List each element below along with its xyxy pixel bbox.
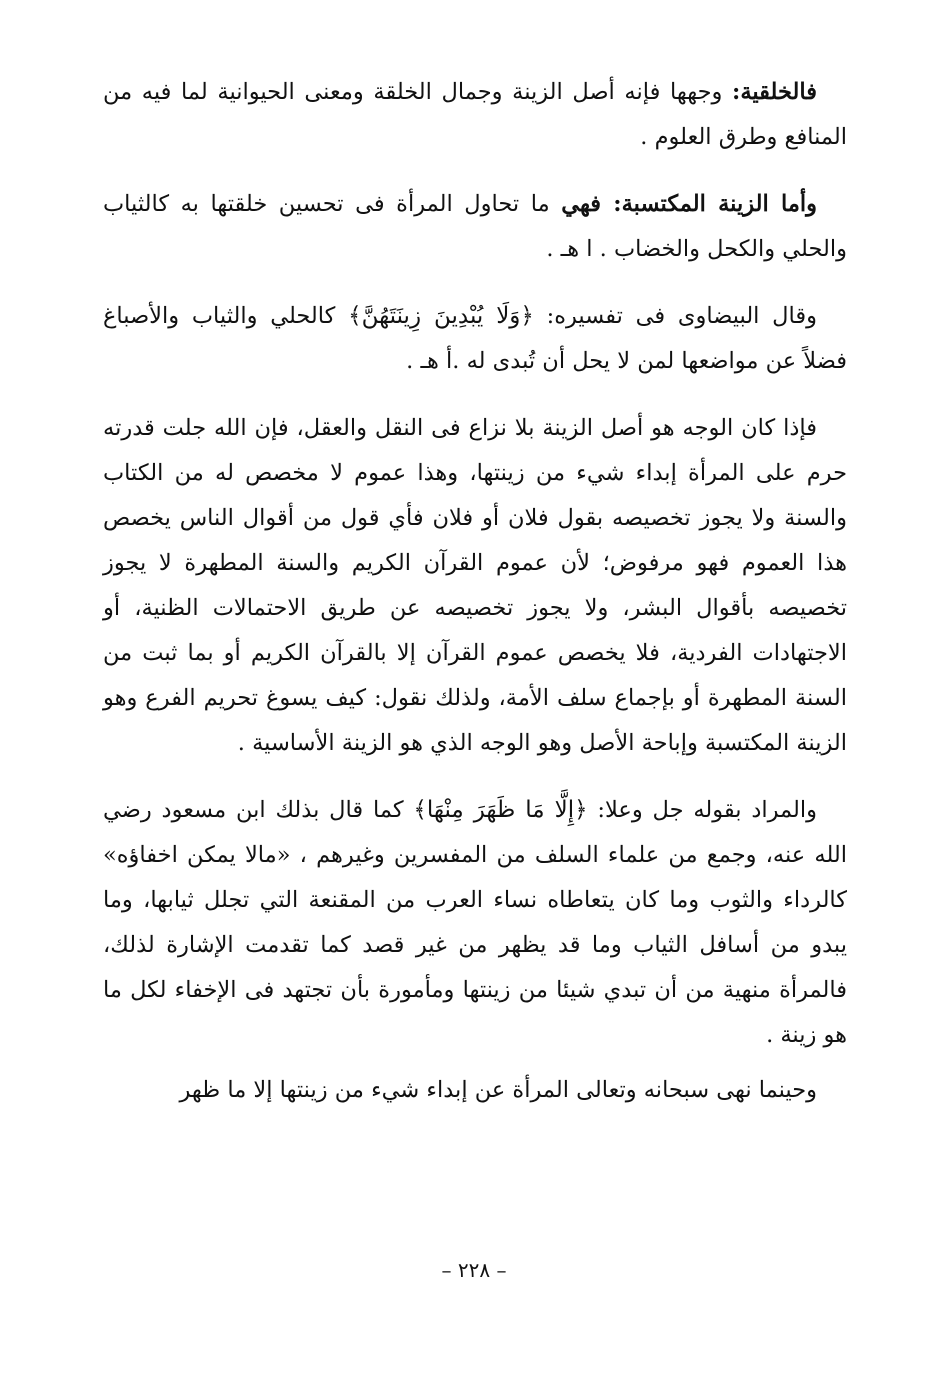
paragraph-5: [103, 788, 847, 1058]
paragraph-2: [103, 182, 847, 272]
page-number: – ٢٢٨ –: [441, 1258, 507, 1282]
paragraph-3: [103, 294, 847, 384]
paragraph-2-text: ما تحاول المرأة فى تحسين خلقتها به كالثياب والحلي والكحل والخضاب . ا هـ .: [103, 191, 847, 262]
paragraph-5-text: كما قال بذلك ابن مسعود رضي الله عنه، وجمع من علماء السلف من المفسرين وغيرهم ، «مالا يمكن اخفاؤه» كالرداء والثوب وما كان يتعاطاه نساء العرب من المقنعة التي تجلل ثيابها، وما يبدو من أسافل الثياب وما قد يظهر من غير قصد كما تقدمت الإشارة لذلك، فالمرأة منهية من أن تبدي شيئا من زينتها ومأمورة بأن تجتهد فى الإخفاء لكل ما هو زينة .: [103, 797, 847, 1048]
paragraph-1-lead: فالخلقية:: [732, 79, 817, 105]
paragraph-2-lead: وأما الزينة المكتسبة: فهي: [561, 191, 817, 217]
paragraph-4: [103, 406, 847, 766]
paragraph-6-text: وحينما نهى سبحانه وتعالى المرأة عن إبداء شيء من زينتها إلا ما ظهر: [179, 1077, 817, 1103]
paragraph-5-intro: والمراد بقوله جل وعلا:: [587, 797, 817, 823]
quran-verse-2: ﴿إِلَّا مَا ظَهَرَ مِنْهَا﴾: [413, 797, 588, 823]
paragraph-3-text: كالحلي والثياب والأصباغ فضلاً عن مواضعها لمن لا يحل أن تُبدى له .أ هـ .: [103, 303, 847, 374]
paragraph-6: [103, 1068, 847, 1113]
paragraph-1: [103, 70, 847, 160]
quran-verse-1: ﴿وَلَا يُبْدِينَ زِينَتَهُنَّ﴾: [348, 303, 534, 329]
paragraph-4-text: فإذا كان الوجه هو أصل الزينة بلا نزاع فى النقل والعقل، فإن الله جلت قدرته حرم على المرأة إبداء شيء من زينتها، وهذا عموم لا مخصص له من الكتاب والسنة ولا يجوز تخصيصه بقول فلان أو فلان فأي قول من أقوال الناس يخصص هذا العموم فهو مرفوض؛ لأن عموم القرآن الكريم والسنة المطهرة لا يجوز تخصيصه بأقوال البشر، ولا يجوز تخصيصه عن طريق الاحتمالات الظنية، أو الاجتهادات الفردية، فلا يخصص عموم القرآن إلا بالقرآن الكريم أو بما ثبت من السنة المطهرة أو بإجماع سلف الأمة، ولذلك نقول: كيف يسوغ تحريم الفرع وهو الزينة المكتسبة وإباحة الأصل وهو الوجه الذي هو الزينة الأساسية .: [103, 415, 847, 756]
page-body: [103, 70, 847, 1113]
paragraph-3-intro: وقال البيضاوى فى تفسيره:: [533, 303, 817, 329]
paragraph-1-text: وجهها فإنه أصل الزينة وجمال الخلقة ومعنى الحيوانية لما فيه من المنافع وطرق العلوم .: [103, 79, 847, 150]
